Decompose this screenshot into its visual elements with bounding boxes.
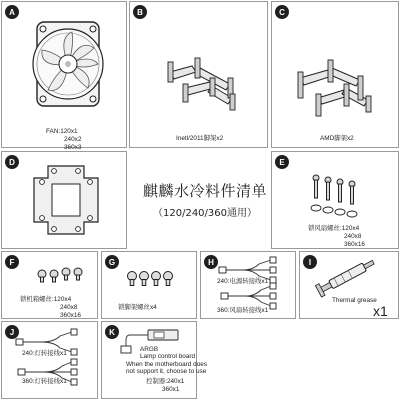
panel-badge-b: B	[133, 5, 147, 19]
fan-qty-line-1: FAN:120x1	[46, 128, 78, 135]
power-cable-label: 240:电源转接线x1	[217, 278, 269, 285]
panel-bracket-screws	[101, 251, 197, 319]
case-screws-illustration	[2, 252, 99, 320]
fan-qty-line-3: 360x3	[64, 144, 82, 151]
amd-bracket-illustration	[272, 2, 400, 149]
intel-bracket-illustration	[130, 2, 269, 149]
case-screws-line-3: 360x16	[60, 312, 81, 319]
panel-badge-i: I	[303, 255, 317, 269]
panel-backplate	[1, 151, 127, 249]
panel-badge-h: H	[204, 255, 218, 269]
fan-screws-line-1: 锁风扇螺丝:120x4	[308, 225, 360, 232]
panel-badge-e: E	[275, 155, 289, 169]
bracket-screws-label: 锁脚架螺丝x4	[118, 304, 157, 311]
panel-badge-k: K	[105, 325, 119, 339]
panel-badge-d: D	[5, 155, 19, 169]
argb-label: ARGB	[140, 346, 159, 353]
fan-illustration	[2, 2, 128, 149]
panel-fan-cables	[200, 251, 296, 319]
page-title: 麒麟水冷料件清单	[142, 182, 267, 200]
thermal-grease-qty: x1	[373, 303, 388, 319]
panel-argb-controller	[101, 321, 207, 399]
panel-fan-screws	[271, 151, 399, 249]
argb-note-line-1: When the motherboard does	[126, 361, 207, 368]
panel-intel-bracket	[129, 1, 268, 148]
argb-qty-line-2: 360x1	[162, 386, 180, 393]
argb-qty-line-1: 控制器:240x1	[146, 378, 185, 385]
panel-fan	[1, 1, 127, 151]
fan-screws-illustration	[272, 152, 400, 250]
argb-note-line-2: not support it, choose to use	[126, 368, 207, 375]
lamp-cables-illustration	[2, 322, 99, 400]
panel-badge-j: J	[5, 325, 19, 339]
case-screws-line-2: 240x8	[60, 304, 78, 311]
lamp-cable-360-label: 360:灯转接线x1	[22, 378, 67, 385]
thermal-grease-label: Thermal grease	[332, 297, 377, 304]
fan-screws-line-3: 360x16	[344, 241, 365, 248]
fan-screws-line-2: 240x8	[344, 233, 362, 240]
amd-bracket-label: AMD脚架x2	[320, 135, 354, 142]
case-screws-line-1: 锁机箱螺丝:120x4	[20, 296, 72, 303]
panel-badge-f: F	[5, 255, 19, 269]
panel-badge-c: C	[275, 5, 289, 19]
fan-cable-label: 360:风扇转接线x1	[217, 307, 269, 314]
intel-bracket-label: Inetl/2011脚架x2	[176, 135, 224, 142]
panel-thermal-grease	[299, 251, 399, 319]
argb-lamp-control-label: Lamp control board	[140, 353, 196, 360]
panel-amd-bracket	[271, 1, 399, 148]
panel-lamp-cables	[1, 321, 98, 399]
panel-case-screws	[1, 251, 98, 319]
page-subtitle: （120/240/360通用）	[153, 208, 257, 219]
lamp-cable-240-label: 240:灯转接线x1	[22, 350, 67, 357]
fan-qty-line-2: 240x2	[64, 136, 82, 143]
backplate-illustration	[2, 152, 128, 250]
panel-badge-a: A	[5, 5, 19, 19]
panel-badge-g: G	[105, 255, 119, 269]
